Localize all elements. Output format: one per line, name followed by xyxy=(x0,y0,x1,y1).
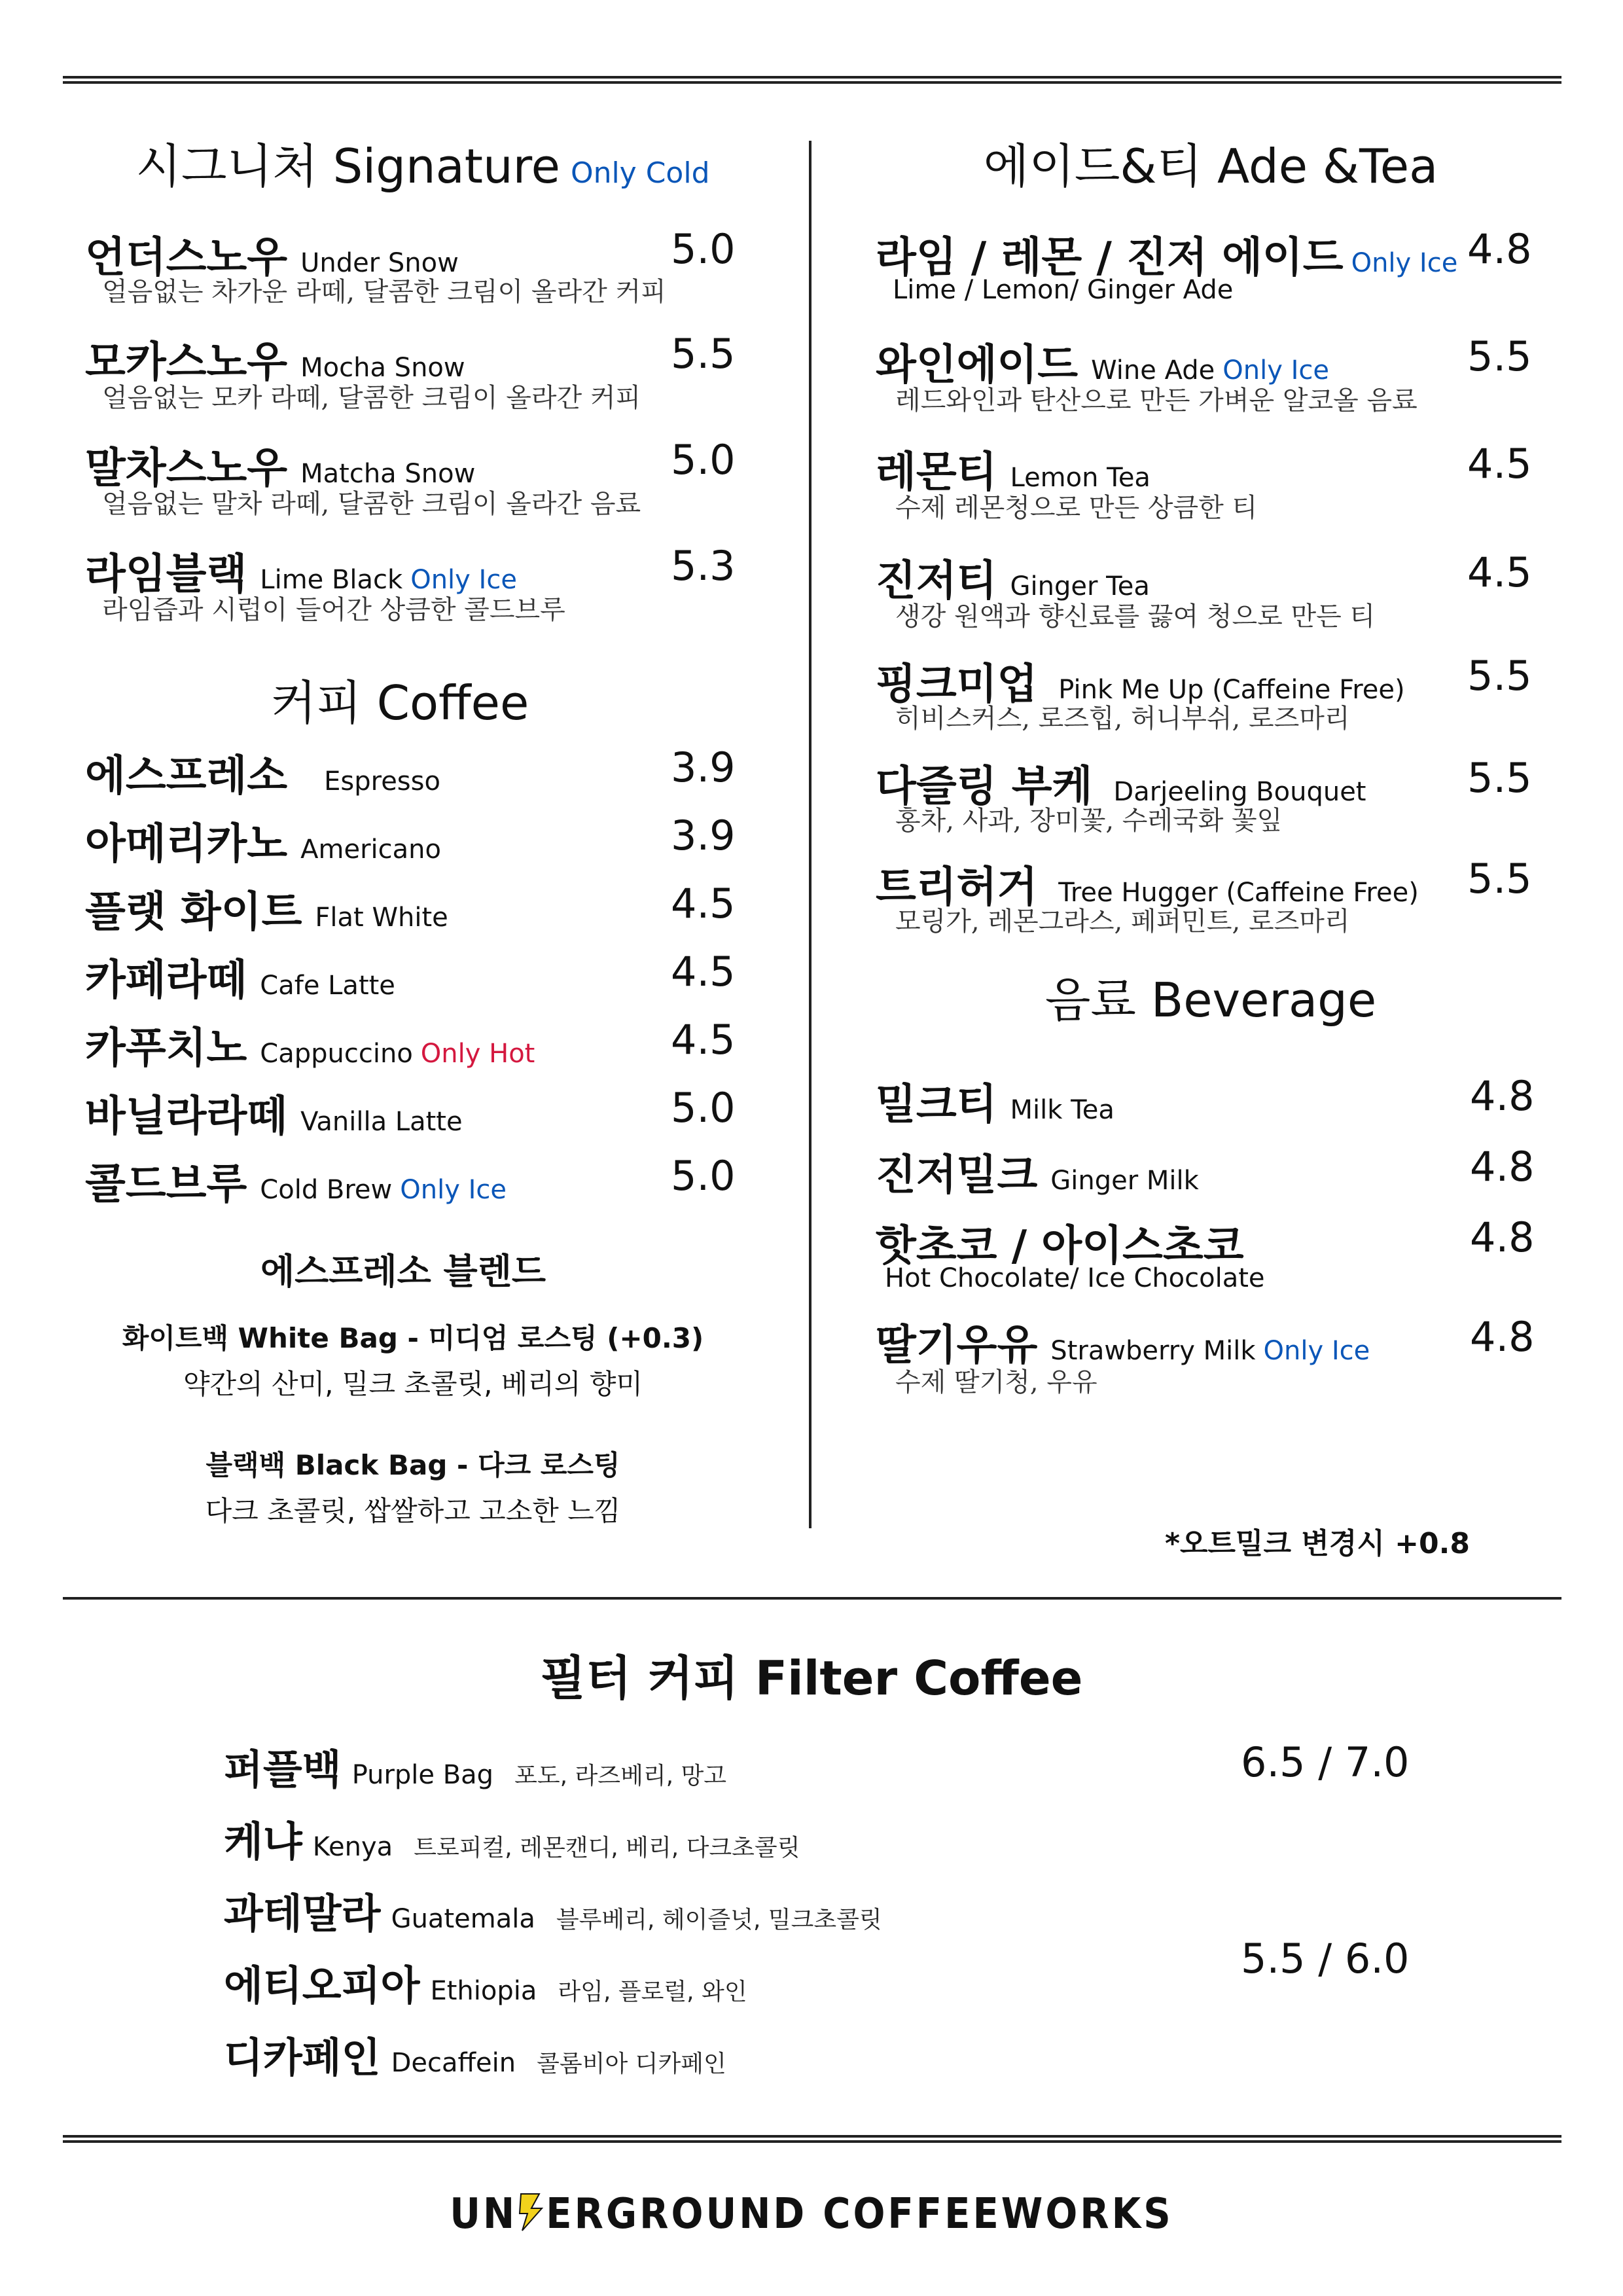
menu-item-americano: 아메리카노 Americano xyxy=(85,820,441,869)
desc-mocha-snow: 얼음없는 모카 라떼, 달콤한 크림이 올라간 커피 xyxy=(102,383,641,413)
underground-coffeeworks-logo: UN ERGROUND COFFEEWORKS xyxy=(450,2190,1173,2238)
menu-item-wine-ade: 와인에이드 Wine Ade Only Ice xyxy=(876,341,1329,389)
black-bag-name: 블랙백 Black Bag - 다크 로스팅 xyxy=(205,1449,620,1481)
price-chocolate: 4.8 xyxy=(1470,1213,1535,1261)
only-ice-tag: Only Ice xyxy=(1263,1336,1370,1366)
menu-item-mocha-snow: 모카스노우 Mocha Snow xyxy=(85,338,465,387)
menu-item-milk-tea: 밀크티 Milk Tea xyxy=(876,1081,1115,1129)
menu-item-under-snow: 언더스노우 Under Snow xyxy=(85,234,459,282)
white-bag-desc: 약간의 산미, 밀크 초콜릿, 베리의 향미 xyxy=(183,1368,643,1400)
menu-item-flat-white: 플랫 화이트 Flat White xyxy=(85,888,448,937)
price-vanilla-latte: 5.0 xyxy=(671,1084,736,1132)
price-ginger-tea: 4.5 xyxy=(1467,548,1532,596)
menu-item-hot-ice-chocolate: 핫초코 / 아이스초코 xyxy=(876,1222,1244,1270)
signature-note: Only Cold xyxy=(570,156,710,190)
menu-item-lime-black: 라임블랙 Lime Black Only Ice xyxy=(85,550,517,599)
only-ice-tag: Only Ice xyxy=(1222,355,1329,386)
lightning-bolt-icon xyxy=(517,2193,546,2232)
menu-item-pink-me-up: 핑크미업 Pink Me Up (Caffeine Free) xyxy=(876,660,1405,709)
signature-section-title xyxy=(63,128,783,196)
beverage-section-title: 음료 Beverage xyxy=(1044,973,1377,1028)
coffee-section-title: 커피 Coffee xyxy=(270,675,529,730)
only-ice-tag: Only Ice xyxy=(1351,248,1458,278)
oat-milk-note: *오트밀크 변경시 +0.8 xyxy=(1165,1527,1470,1560)
ade-tea-section-title: 에이드&티 Ade &Tea xyxy=(983,139,1438,194)
menu-item-ginger-tea: 진저티 Ginger Tea xyxy=(876,557,1150,605)
menu-item-darjeeling-bouquet: 다즐링 부케 Darjeeling Bouquet xyxy=(876,762,1366,811)
desc-ginger-tea: 생강 원액과 향신료를 끓여 청으로 만든 티 xyxy=(895,601,1376,632)
price-tree-hugger: 5.5 xyxy=(1467,855,1532,903)
only-hot-tag: Only Hot xyxy=(420,1039,535,1069)
filter-item-ethiopia: 에티오피아 Ethiopia 라임, 플로럴, 와인 xyxy=(224,1962,747,2009)
menu-item-cappuccino: 카푸치노 Cappuccino Only Hot xyxy=(85,1024,535,1073)
desc-pink-me-up: 히비스커스, 로즈힙, 허니부쉬, 로즈마리 xyxy=(895,704,1350,734)
price-wine-ade: 5.5 xyxy=(1467,332,1532,380)
desc-tree-hugger: 모링가, 레몬그라스, 페퍼민트, 로즈마리 xyxy=(895,906,1350,937)
menu-item-cold-brew: 콜드브루 Cold Brew Only Ice xyxy=(85,1160,507,1209)
sub-chocolate: Hot Chocolate/ Ice Chocolate xyxy=(885,1263,1265,1293)
menu-item-espresso: 에스프레소 Espresso xyxy=(85,752,440,800)
white-bag-name: 화이트백 White Bag - 미디엄 로스팅 (+0.3) xyxy=(122,1322,704,1354)
menu-item-tree-hugger: 트리허거 Tree Hugger (Caffeine Free) xyxy=(876,863,1419,912)
filter-item-guatemala: 과테말라 Guatemala 블루베리, 헤이즐넛, 밀크초콜릿 xyxy=(224,1890,882,1937)
price-lime-black: 5.3 xyxy=(671,542,736,590)
menu-item-lime-lemon-ginger-ade: 라임 / 레몬 / 진저 에이드 Only Ice xyxy=(876,234,1458,282)
desc-matcha-snow: 얼음없는 말차 라떼, 달콤한 크림이 올라간 음료 xyxy=(102,489,641,519)
filter-price-2: 5.5 / 6.0 xyxy=(1241,1935,1410,1982)
price-darjeeling-bouquet: 5.5 xyxy=(1467,754,1532,802)
price-pink-me-up: 5.5 xyxy=(1467,652,1532,700)
only-ice-tag: Only Ice xyxy=(410,565,517,595)
mid-rule xyxy=(63,1597,1561,1600)
price-strawberry-milk: 4.8 xyxy=(1470,1313,1535,1361)
price-cold-brew: 5.0 xyxy=(671,1152,736,1200)
menu-item-cafe-latte: 카페라떼 Cafe Latte xyxy=(85,956,395,1005)
desc-under-snow: 얼음없는 차가운 라떼, 달콤한 크림이 올라간 커피 xyxy=(102,277,666,307)
filter-coffee-section-title: 필터 커피 Filter Coffee xyxy=(540,1651,1083,1706)
menu-item-lemon-tea: 레몬티 Lemon Tea xyxy=(876,448,1150,497)
desc-lime-black: 라임즙과 시럽이 들어간 상큼한 콜드브루 xyxy=(102,595,565,625)
column-divider xyxy=(809,141,812,1528)
signature-title: 시그니처 Signature xyxy=(135,139,560,194)
price-matcha-snow: 5.0 xyxy=(671,436,736,484)
sub-ade: Lime / Lemon/ Ginger Ade xyxy=(893,275,1234,305)
bottom-double-rule xyxy=(63,2135,1561,2143)
price-flat-white: 4.5 xyxy=(671,880,736,927)
price-espresso: 3.9 xyxy=(671,744,736,791)
desc-lemon-tea: 수제 레몬청으로 만든 상큼한 티 xyxy=(895,493,1258,523)
price-cafe-latte: 4.5 xyxy=(671,948,736,996)
filter-price-1: 6.5 / 7.0 xyxy=(1241,1738,1410,1786)
price-mocha-snow: 5.5 xyxy=(671,330,736,378)
filter-item-kenya: 케냐 Kenya 트로피컬, 레몬캔디, 베리, 다크초콜릿 xyxy=(224,1818,800,1865)
price-ginger-milk: 4.8 xyxy=(1470,1143,1535,1191)
desc-strawberry-milk: 수제 딸기청, 우유 xyxy=(895,1367,1097,1397)
desc-wine-ade: 레드와인과 탄산으로 만든 가벼운 알코올 음료 xyxy=(895,386,1418,416)
price-lemon-tea: 4.5 xyxy=(1467,440,1532,488)
price-cappuccino: 4.5 xyxy=(671,1016,736,1064)
menu-item-ginger-milk: 진저밀크 Ginger Milk xyxy=(876,1151,1199,1200)
black-bag-desc: 다크 초콜릿, 쌉쌀하고 고소한 느낌 xyxy=(205,1495,621,1527)
menu-item-strawberry-milk: 딸기우유 Strawberry Milk Only Ice xyxy=(876,1321,1370,1370)
price-americano: 3.9 xyxy=(671,812,736,859)
menu-item-vanilla-latte: 바닐라라떼 Vanilla Latte xyxy=(85,1092,463,1141)
filter-item-purple-bag: 퍼플백 Purple Bag 포도, 라즈베리, 망고 xyxy=(224,1746,727,1793)
top-double-rule xyxy=(63,76,1561,84)
price-milk-tea: 4.8 xyxy=(1470,1072,1535,1120)
price-under-snow: 5.0 xyxy=(671,225,736,273)
desc-darjeeling-bouquet: 홍차, 사과, 장미꽃, 수레국화 꽃잎 xyxy=(895,806,1283,836)
filter-item-decaffein: 디카페인 Decaffein 콜롬비아 디카페인 xyxy=(224,2034,726,2081)
menu-item-matcha-snow: 말차스노우 Matcha Snow xyxy=(85,444,476,493)
price-ade: 4.8 xyxy=(1467,225,1532,273)
espresso-blend-title: 에스프레소 블렌드 xyxy=(260,1251,546,1292)
only-ice-tag: Only Ice xyxy=(400,1175,507,1205)
